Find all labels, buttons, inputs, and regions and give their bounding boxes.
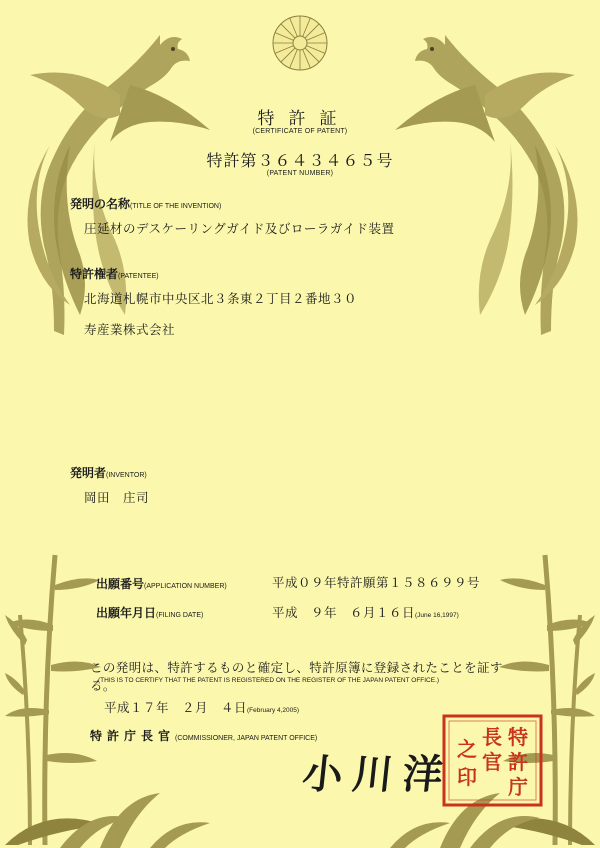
certification-date: 平成１７年 ２月 ４日: [104, 700, 248, 715]
patentee-address: 北海道札幌市中央区北３条東２丁目２番地３０: [84, 291, 358, 306]
filing-date-en: (June 16,1997): [415, 612, 459, 619]
patentee-name: 寿産業株式会社: [84, 322, 176, 337]
seal-char-6: 之: [457, 737, 477, 761]
filing-date-row: [272, 602, 459, 621]
patentee-label: 特許権者: [70, 267, 119, 281]
application-label: 出願番号: [96, 577, 145, 591]
seal-char-4: 長: [482, 725, 502, 749]
inventor-name: 岡田 庄司: [84, 490, 150, 505]
patent-number-en: (PATENT NUMBER): [266, 170, 334, 177]
certificate-title: 特許証: [257, 109, 351, 129]
patentee-label-en: (PATENTEE): [118, 273, 159, 280]
invention-title: 圧延材のデスケーリングガイド及びローラガイド装置: [84, 221, 395, 236]
patent-number: 特許第３６４３４６５号: [206, 151, 394, 170]
filing-date: 平成 ９年 ６月１６日: [272, 605, 416, 620]
seal-char-3: 庁: [508, 775, 528, 799]
commissioner-label-en: (COMMISSIONER, JAPAN PATENT OFFICE): [175, 735, 318, 742]
invention-label-row: [70, 193, 221, 212]
patentee-label-row: [70, 263, 159, 282]
commissioner-signature: 小川洋: [300, 751, 456, 798]
certification-date-row: [104, 697, 299, 716]
chrysanthemum-crest-icon: [271, 14, 329, 72]
seal-char-1: 特: [508, 725, 528, 749]
commissioner-label-row: [90, 725, 317, 744]
invention-label-en: (TITLE OF THE INVENTION): [130, 203, 222, 210]
official-seal: [440, 712, 545, 809]
application-label-en: (APPLICATION NUMBER): [144, 583, 227, 590]
application-label-row: [96, 573, 227, 592]
certification-text: この発明は、特許するものと確定し、特許原簿に登録されたことを証する。: [90, 660, 503, 693]
seal-char-2: 許: [508, 750, 528, 774]
inventor-label-row: [70, 462, 147, 481]
inventor-label: 発明者: [70, 466, 107, 480]
certification-date-en: (February 4,2005): [247, 707, 300, 714]
certificate-title-en: (CERTIFICATE OF PATENT): [252, 128, 348, 135]
filing-label: 出願年月日: [96, 606, 157, 620]
right-phoenix-ornament: [380, 25, 595, 355]
filing-label-row: [96, 602, 203, 621]
commissioner-label: 特許庁長官: [90, 729, 176, 743]
seal-char-7: 印: [457, 765, 477, 789]
application-number: 平成０９年特許願第１５８６９９号: [272, 575, 481, 590]
invention-label: 発明の名称: [70, 197, 131, 211]
inventor-label-en: (INVENTOR): [106, 472, 147, 479]
filing-label-en: (FILING DATE): [156, 612, 204, 619]
certification-text-en: (THIS IS TO CERTIFY THAT THE PATENT IS REGISTERED ON THE REGISTER OF THE JAPAN PATENT OFFICE.): [98, 677, 440, 684]
seal-char-5: 官: [482, 750, 502, 774]
